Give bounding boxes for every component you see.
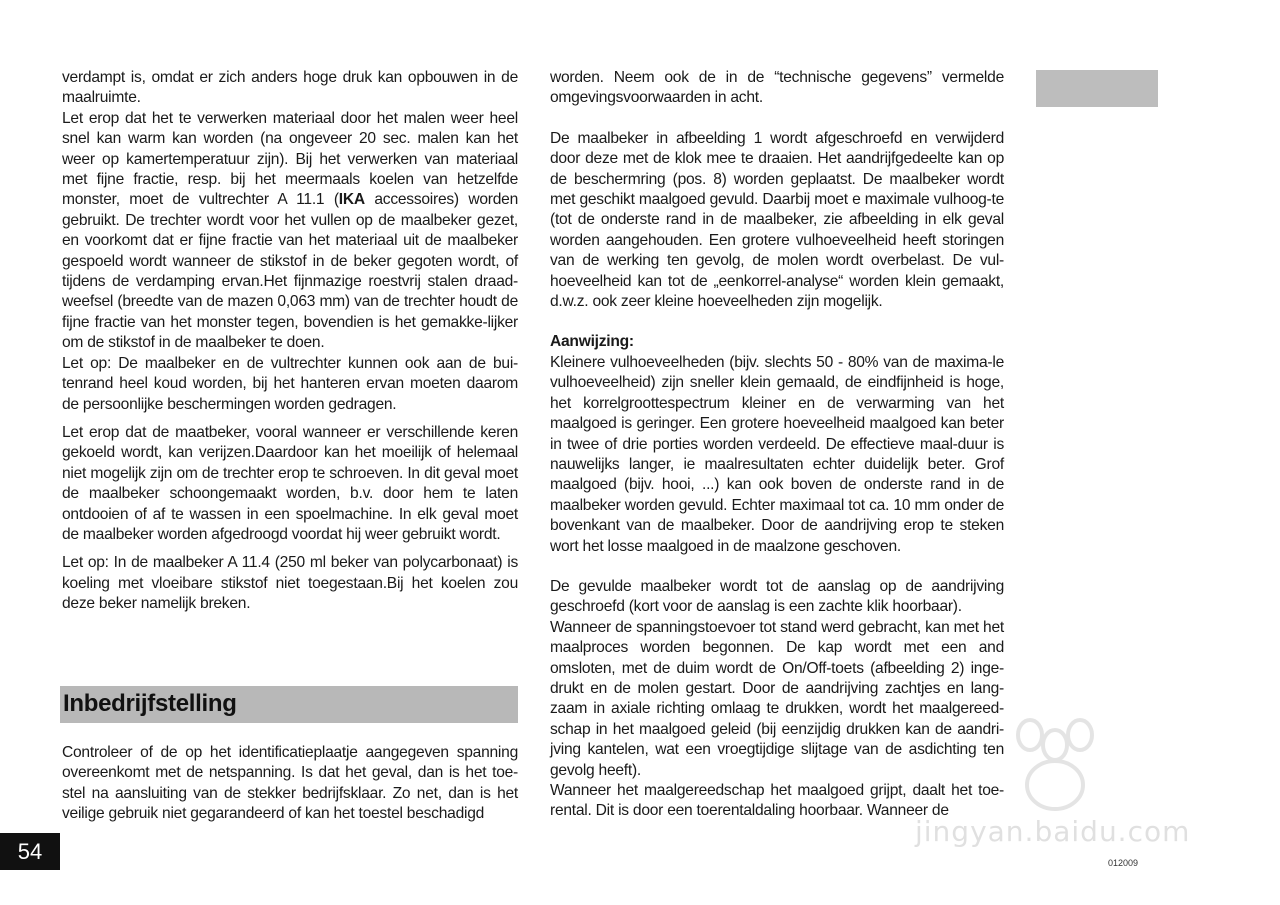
section-tab [1036, 70, 1158, 107]
right-paragraph-1: worden. Neem ook de in de “technische gegevens” vermelde omgevingsvoorwaarden in acht. [550, 69, 1004, 107]
left-paragraph-4: Let erop dat de maatbeker, vooral wanneer er verschillende keren gekoeld wordt, kan verijzen.Daardoor kan het moeilijk of helemaal niet mogelijk zijn om de trechter erop te schroeven. In dit geval moet de maalbeker schoongemaakt worden, b.v. door hem te laten ontdooien of af te wassen in een spoelmachine. In elk geval moet de maalbeker worden afgedroogd voordat hij weer gebruikt wordt. [62, 423, 518, 543]
page-number: 54 [0, 833, 60, 870]
section-heading: Inbedrijfstelling [63, 690, 237, 717]
brand-ika: IKA [338, 191, 365, 209]
left-paragraph-2 [62, 109, 518, 354]
left-column [62, 68, 518, 615]
right-paragraph-5: Wanneer de spanningstoevoer tot stand werd gebracht, kan met het maalproces worden begonnen. De kap wordt met een and omsloten, met de duim wordt de On/Off-toets (afbeelding 2) inge-drukt en de molen gestart. Door de aandrijving zachtjes en lang-zaam in axiale richting omlaag te drukken, wordt het maalgereed-schap in het maalgoed geleid (bij eenzijdig drukken kan de aandri-jving kantelen, wat een vroegtijdige slijtage van de asdichting ten gevolg heeft). [550, 618, 1004, 779]
left-paragraph-3: Let op: De maalbeker en de vultrechter kunnen ook aan de bui-tenrand heel koud worden, bij het hanteren ervan moeten daarom de persoonlijke beschermingen worden gedragen. [62, 354, 518, 413]
left-paragraph-1: verdampt is, omdat er zich anders hoge druk kan opbouwen in de maalruimte. [62, 69, 518, 107]
left-paragraph-6: Controleer of de op het identificatieplaatje aangegeven spanning overeenkomt met de netspanning. Is dat het geval, dan is het toe-stel na aansluiting van de stekker bedrijfsklaar. Zo net, dan is het veilige gebruik niet gegarandeerd of kan het toestel beschadigd [62, 744, 518, 823]
watermark-text: jingyan.baidu.com [915, 815, 1191, 848]
right-paragraph-3: Kleinere vulhoeveelheden (bijv. slechts 50 - 80% van de maxima-le vulhoeveelheid) zijn sneller klein gemaald, de eindfijnheid is hoge, het korrelgroottespectrum kleiner en de verwarming van het maalgoed is geringer. Een grotere hoeveelheid maalgoed kan beter in twee of drie porties worden verdeeld. De effectieve maal-duur is nauwelijks langer, ie maalresultaten echter duidelijk beter. Grof maalgoed (bijv. hooi, ...) kan ook boven de onderste rand in de maalbeker worden gevuld. Echter maximaal tot ca. 10 mm onder de bovenkant van de maalbeker. Door de aandrijving erop te steken wort het losse maalgoed in de maalzone geschoven. [550, 353, 1004, 555]
document-code: 012009 [1108, 858, 1139, 868]
right-paragraph-6: Wanneer het maalgereedschap het maalgoed grijpt, daalt het toe-rental. Dit is door een toerentaldaling hoorbaar. Wanneer de [550, 782, 1004, 820]
right-paragraph-4: De gevulde maalbeker wordt tot de aanslag op de aandrijving geschroefd (kort voor de aanslag is een zachte klik hoorbaar). [550, 577, 1004, 616]
right-paragraph-2: De maalbeker in afbeelding 1 wordt afgeschroefd en verwijderd door deze met de klok mee te draaien. Het aandrijfgedeelte kan op de beschermring (pos. 8) worden geplaatst. De maalbeker wordt met geschikt maalgoed gevuld. Daarbij moet e maximale vulhoog-te (tot de onderste rand in de maalbeker, zie afbeelding in elk geval worden aangehouden. Een grotere vulhoeveelheid heeft storingen van de werking ten gevolg, de molen wordt overbelast. De vul-hoeveelheid kan tot de „eenkorrel-analyse“ worden klein gemaakt, d.w.z. ook zeer kleine hoeveelheden zijn mogelijk. [550, 129, 1004, 311]
left-paragraph-5: Let op: In de maalbeker A 11.4 (250 ml beker van polycarbonaat) is koeling met vloeibare stikstof niet toegestaan.Bij het koelen zou deze beker namelijk breken. [62, 554, 518, 613]
left-paragraph-2-start: Let erop dat het te verwerken materiaal door het malen weer heel snel kan warm kan worden (na ongeveer 20 sec. malen kan het weer op kamertemperatuur zijn). Bij het verwerken van materiaal met fijne fractie, resp. bij het meermaals koelen van hetzelfde monster, moet de vultrechter A 11.1 ( [62, 109, 518, 209]
left-column-bottom [62, 743, 518, 825]
left-paragraph-2-end: accessoires) worden gebruikt. De trechter wordt voor het vullen op de maalbeker gezet, en voorkomt dat er fijne fractie van het materiaal uit de maalbeker gespoeld wordt wanneer de stikstof in de beker gegoten wordt, of tijdens de verdamping ervan.Het fijnmazige roestvrij stalen draad-weefsel (breedte van de mazen 0,063 mm) van de trechter houdt de fijne fractie van het monster tegen, bovendien is het gemakke-lijker om de stikstof in de maalbeker te doen. [62, 191, 518, 352]
paw-logo-icon [905, 705, 1205, 815]
note-label: Aanwijzing: [550, 333, 634, 351]
section-heading-bar [60, 686, 518, 723]
watermark [905, 705, 1205, 855]
